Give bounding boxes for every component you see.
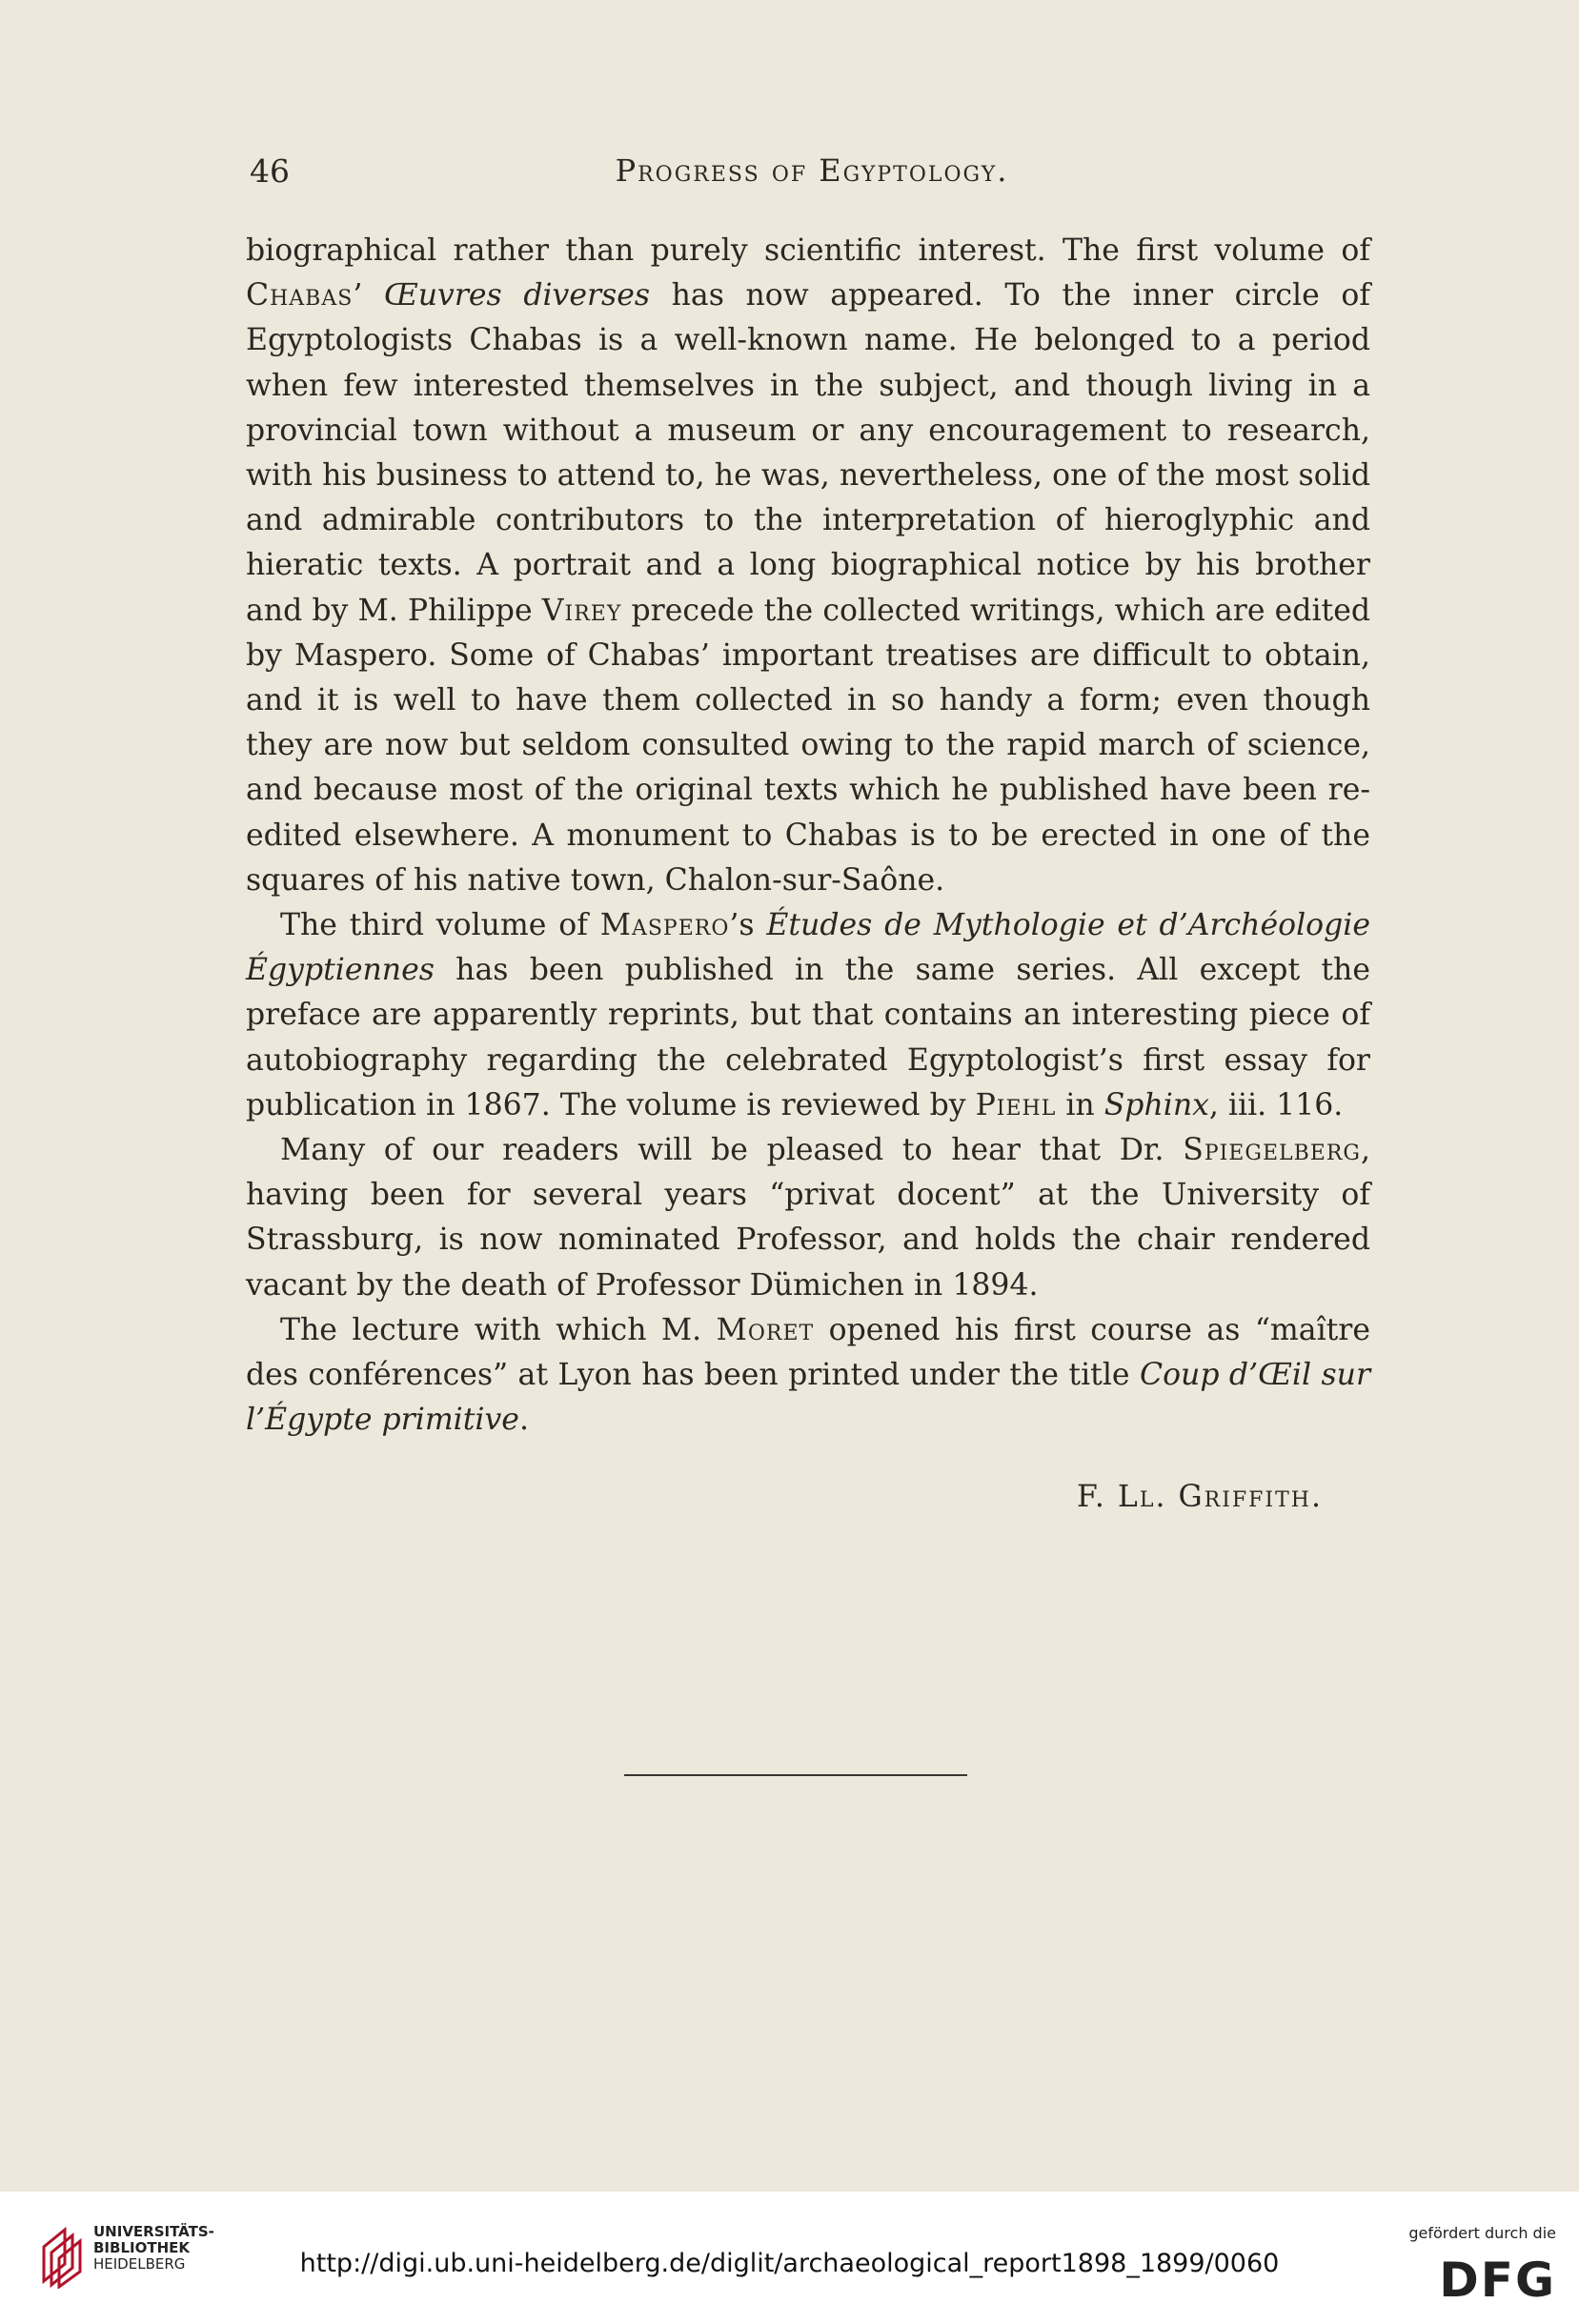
text-run: ’s bbox=[729, 908, 767, 943]
text-run: ’ bbox=[353, 278, 384, 313]
permalink-url[interactable]: http://digi.ub.uni-heidelberg.de/diglit/archaeological_report1898_1899/0060 bbox=[299, 2249, 1280, 2278]
page-header bbox=[250, 152, 1374, 210]
paragraph-chabas bbox=[246, 229, 1370, 903]
paragraph-moret bbox=[246, 1308, 1370, 1444]
text-run: The lecture with which M. bbox=[280, 1312, 717, 1347]
author-name: Moret bbox=[716, 1312, 815, 1347]
library-name-line: UNIVERSITÄTS- bbox=[93, 2223, 214, 2240]
funding-note: gefördert durch die bbox=[1408, 2224, 1556, 2242]
digitization-footer bbox=[0, 2192, 1579, 2324]
text-run: precede the collected writings, which are edited by Maspero. Some of Chabas’ important treatises are difficult to obtain, and it is well to have them collected in so handy a form; even though they are now but seldom consulted owing to the rapid march of science, and because most of the original texts which he published have been re-edited elsewhere. A monument to Chabas is to be erected in one of the squares of his native town, Chalon-sur-Saône. bbox=[246, 593, 1370, 898]
text-run: has been published in the same series. All except the preface are apparently reprints, but that contains an interesting piece of autobiography regarding the celebrated Egyptologist’s first essay for publication in 1867. The volume is reviewed by bbox=[246, 953, 1370, 1122]
journal-title: Sphinx bbox=[1103, 1087, 1209, 1122]
paragraph-maspero bbox=[246, 903, 1370, 1128]
text-run: Many of our readers will be pleased to hear that Dr. bbox=[280, 1133, 1184, 1168]
dfg-logo: DFG bbox=[1439, 2253, 1556, 2308]
text-run: has now appeared. To the inner circle of Egyptologists Chabas is a well-known name. He belonged to a period when few interested themselves in the subject, and though living in a provincial town without a museum or any encouragement to research, with his business to attend to, he was, nevertheless, one of the most solid and admirable contributors to the interpretation of hieroglyphic and hieratic texts. A portrait and a long biographical notice by his brother and by M. Philippe bbox=[246, 278, 1370, 628]
text-run: in bbox=[1056, 1087, 1104, 1122]
author-signature: F. Ll. Griffith. bbox=[1076, 1480, 1323, 1514]
author-name: Maspero bbox=[599, 908, 730, 943]
paragraph-spiegelberg bbox=[246, 1128, 1370, 1308]
text-run: biographical rather than purely scientific interest. The first volume of bbox=[246, 233, 1370, 268]
library-name-line: BIBLIOTHEK bbox=[93, 2239, 190, 2256]
text-run: . bbox=[518, 1403, 529, 1438]
page-number: 46 bbox=[250, 152, 290, 190]
text-run: , having been for several years “privat docent” at the University of Strassburg, is now nominated Professor, and holds the chair rendered vacant by the death of Professor Dümichen in 1894. bbox=[246, 1133, 1370, 1303]
section-divider bbox=[624, 1774, 967, 1776]
article-body bbox=[246, 229, 1370, 1443]
text-run: The third volume of bbox=[280, 908, 600, 943]
author-name: Spiegelberg bbox=[1183, 1133, 1361, 1168]
work-title: Études de Mythologie et d’Archéologie Égyptiennes bbox=[246, 908, 1370, 988]
running-title: Progress of Egyptology. bbox=[615, 152, 1009, 189]
work-title: Œuvres diverses bbox=[383, 278, 651, 313]
work-title: Coup d’Œil sur l’Égypte primitive bbox=[246, 1358, 1370, 1438]
text-run: opened his first course as “maître des conférences” at Lyon has been printed under the title bbox=[246, 1312, 1370, 1393]
text-run: , iii. 116. bbox=[1208, 1087, 1344, 1122]
author-name: Piehl bbox=[975, 1087, 1057, 1122]
author-name: Virey bbox=[541, 593, 622, 628]
author-name: Chabas bbox=[246, 278, 354, 313]
library-name-line: HEIDELBERG bbox=[93, 2255, 186, 2273]
